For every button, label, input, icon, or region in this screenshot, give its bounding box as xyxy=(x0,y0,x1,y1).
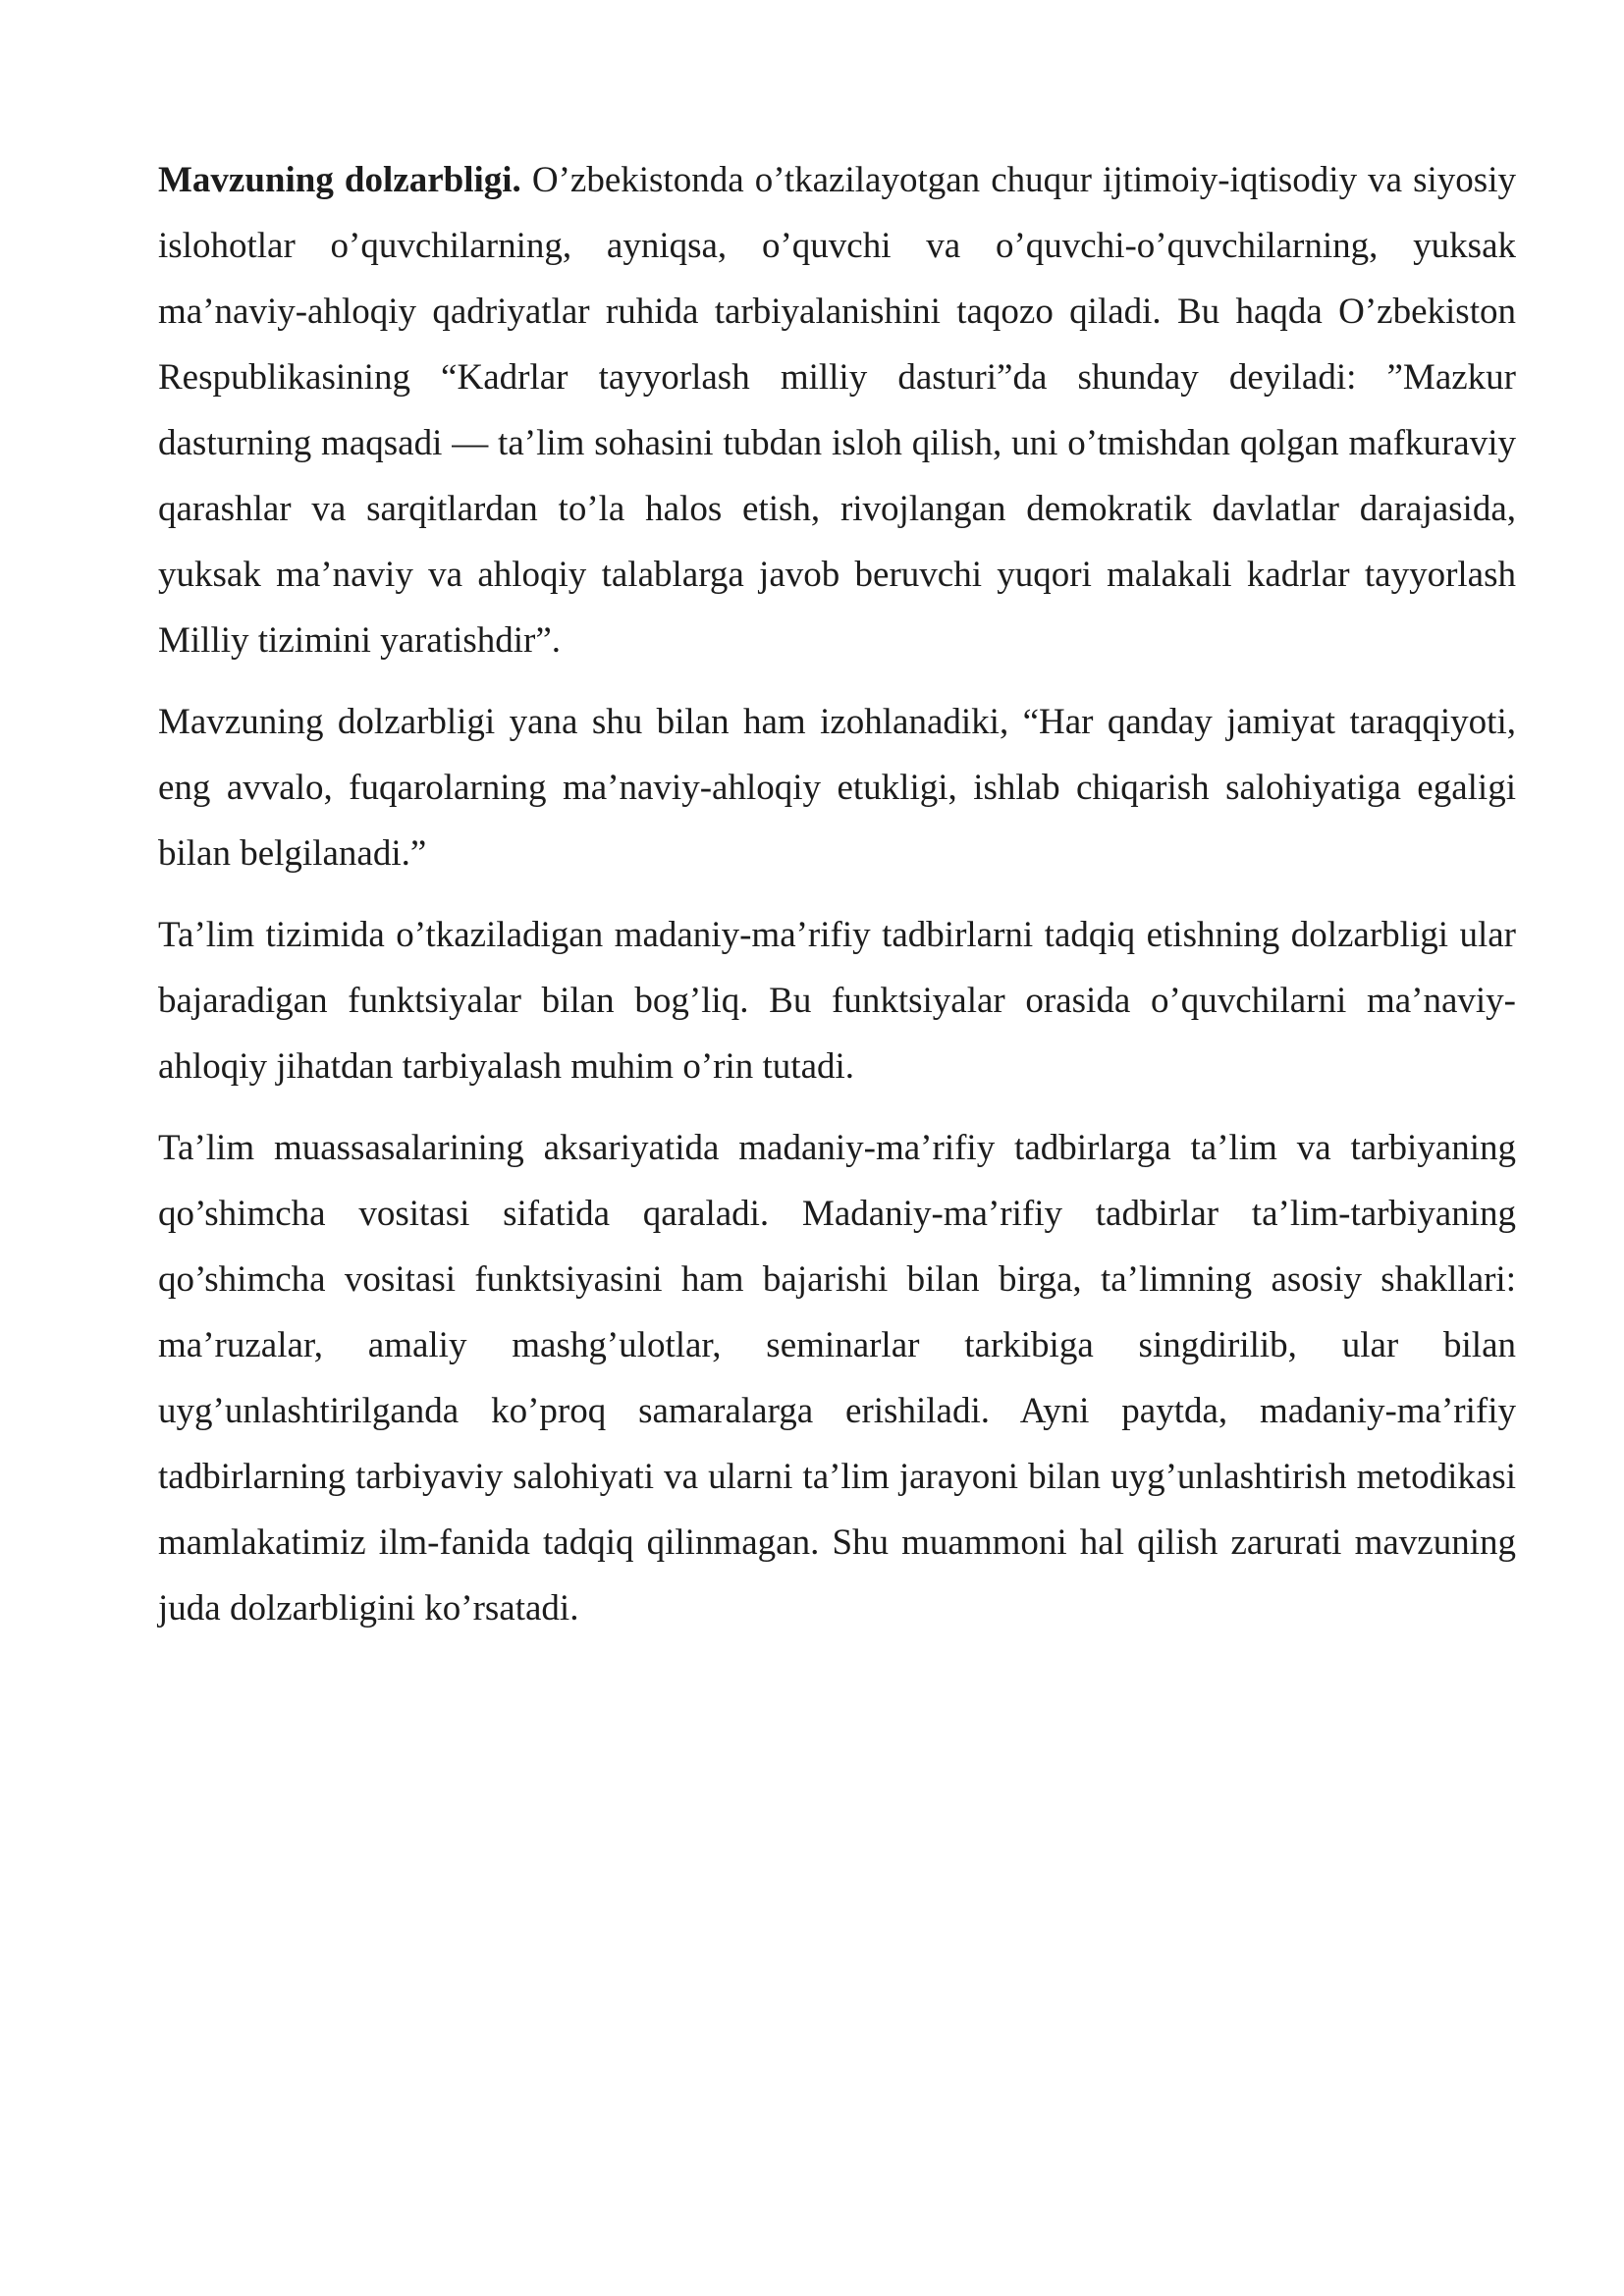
paragraph-intro xyxy=(158,147,1516,673)
paragraph-conclusion xyxy=(158,1115,1516,1641)
section-heading: Mavzuning dolzarbligi. xyxy=(158,160,521,200)
paragraph-text: O’zbekistonda o’tkazilayotgan chuqur ijtimoiy-iqtisodiy va siyosiy islohotlar o’quvchilarning, ayniqsa, o’quvchi va o’quvchi-o’quvchilarning, yuksak ma’naviy-ahloqiy qadriyatlar ruhida tarbiyalanishini taqozo qiladi. Bu haqda O’zbekiston Respublikasining “Kadrlar tayyorlash milliy dasturi”da shunday deyiladi: ”Mazkur dasturning maqsadi — ta’lim sohasini tubdan isloh qilish, uni o’tmishdan qolgan mafkuraviy qarashlar va sarqitlardan to’la halos etish, rivojlangan demokratik davlatlar darajasida, yuksak ma’naviy va ahloqiy talablarga javob beruvchi yuqori malakali kadrlar tayyorlash Milliy tizimini yaratishdir”. xyxy=(158,160,1516,661)
paragraph-text: Ta’lim muassasalarining aksariyatida madaniy-ma’rifiy tadbirlarga ta’lim va tarbiyaning qo’shimcha vositasi sifatida qaraladi. Madaniy-ma’rifiy tadbirlar ta’lim-tarbiyaning qo’shimcha vositasi funktsiyasini ham bajarishi bilan birga, ta’limning asosiy shakllari: ma’ruzalar, amaliy mashg’ulotlar, seminarlar tarkibiga singdirilib, ular bilan uyg’unlashtirilganda ko’proq samaralarga erishiladi. Ayni paytda, madaniy-ma’rifiy tadbirlarning tarbiyaviy salohiyati va ularni ta’lim jarayoni bilan uyg’unlashtirish metodikasi mamlakatimiz ilm-fanida tadqiq qilinmagan. Shu muammoni hal qilish zarurati mavzuning juda dolzarbligini ko’rsatadi. xyxy=(158,1128,1516,1629)
paragraph-functions xyxy=(158,902,1516,1099)
paragraph-text: Mavzuning dolzarbligi yana shu bilan ham izohlanadiki, “Har qanday jamiyat taraqqiyoti, eng avvalo, fuqarolarning ma’naviy-ahloqiy etukligi, ishlab chiqarish salohiyatiga egaligi bilan belgilanadi.” xyxy=(158,702,1516,874)
paragraph-text: Ta’lim tizimida o’tkaziladigan madaniy-ma’rifiy tadbirlarni tadqiq etishning dolzarbligi ular bajaradigan funktsiyalar bilan bog’liq. Bu funktsiyalar orasida o’quvchilarni ma’naviy-ahloqiy jihatdan tarbiyalash muhim o’rin tutadi. xyxy=(158,915,1516,1087)
paragraph-relevance xyxy=(158,689,1516,886)
document-page xyxy=(158,147,1516,1657)
